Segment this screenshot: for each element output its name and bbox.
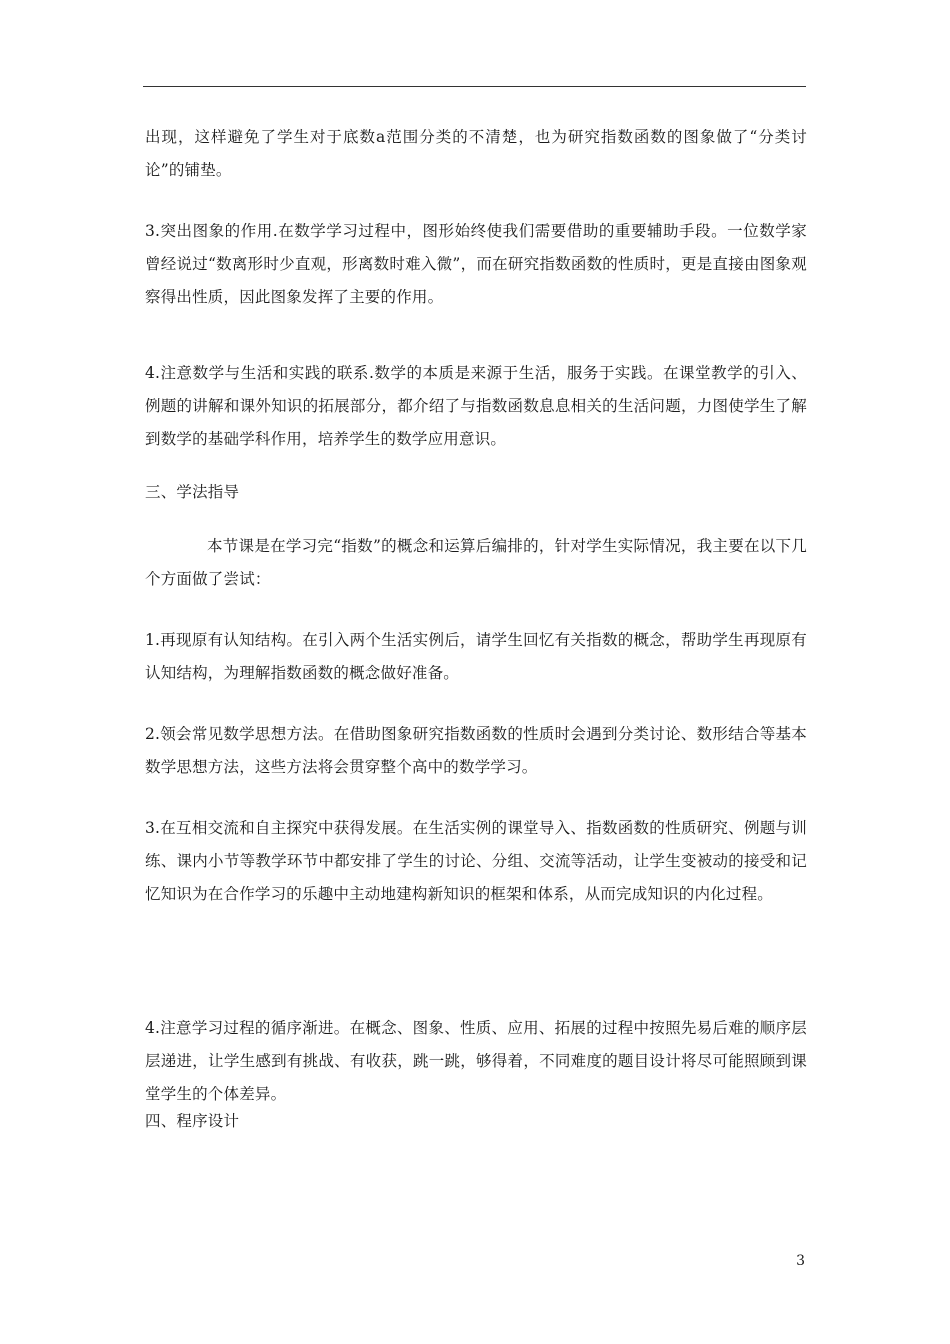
paragraph-point-4: 4.注意数学与生活和实践的联系.数学的本质是来源于生活，服务于实践。在课堂教学的引入、例题的讲解和课外知识的拓展部分，都介绍了与指数函数息息相关的生活问题，力图使学生了解到数学的基础学科作用，培养学生的数学应用意识。 bbox=[145, 364, 807, 448]
section-intro: 本节课是在学习完“指数”的概念和运算后编排的，针对学生实际情况，我主要在以下几个方面做了尝试： bbox=[145, 537, 807, 588]
page-number: 3 bbox=[796, 1253, 805, 1269]
section-heading-4: 四、程序设计 bbox=[145, 1112, 240, 1130]
method-item-3: 3.在互相交流和自主探究中获得发展。在生活实例的课堂导入、指数函数的性质研究、例题与训练、课内小节等教学环节中都安排了学生的讨论、分组、交流等活动，让学生变被动的接受和记忆知识为在合作学习的乐趣中主动地建构新知识的框架和体系，从而完成知识的内化过程。 bbox=[145, 819, 807, 903]
paragraph-point-3: 3.突出图象的作用.在数学学习过程中，图形始终使我们需要借助的重要辅助手段。一位数学家曾经说过“数离形时少直观，形离数时难入微”，而在研究指数函数的性质时，更是直接由图象观察得出性质，因此图象发挥了主要的作用。 bbox=[145, 222, 807, 306]
method-item-4: 4.注意学习过程的循序渐进。在概念、图象、性质、应用、拓展的过程中按照先易后难的顺序层层递进，让学生感到有挑战、有收获，跳一跳，够得着，不同难度的题目设计将尽可能照顾到课堂学生的个体差异。 bbox=[145, 1019, 807, 1103]
section-heading-3: 三、学法指导 bbox=[145, 483, 240, 501]
method-item-1: 1.再现原有认知结构。在引入两个生活实例后，请学生回忆有关指数的概念，帮助学生再现原有认知结构，为理解指数函数的概念做好准备。 bbox=[145, 631, 807, 682]
paragraph-continuation: 出现，这样避免了学生对于底数a范围分类的不清楚，也为研究指数函数的图象做了“分类讨论”的铺垫。 bbox=[145, 128, 807, 179]
header-rule bbox=[143, 86, 806, 87]
method-item-2: 2.领会常见数学思想方法。在借助图象研究指数函数的性质时会遇到分类讨论、数形结合等基本数学思想方法，这些方法将会贯穿整个高中的数学学习。 bbox=[145, 725, 807, 776]
